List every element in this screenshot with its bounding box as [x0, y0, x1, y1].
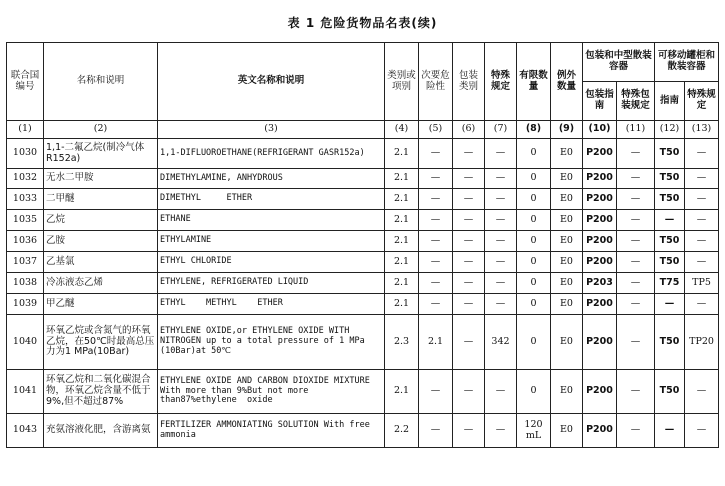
excepted-quantity-cell: E0: [551, 370, 583, 414]
name-cn-cell: 乙胺: [44, 231, 158, 252]
special-packing-cell: —: [617, 370, 655, 414]
packaging-instruction-cell: P200: [583, 169, 617, 189]
packaging-instruction-cell: P203: [583, 273, 617, 294]
un-number-cell: 1038: [7, 273, 44, 294]
packaging-instruction-cell: P200: [583, 370, 617, 414]
un-number-cell: 1032: [7, 169, 44, 189]
subsidiary-risk-cell: —: [419, 414, 453, 448]
excepted-quantity-cell: E0: [551, 169, 583, 189]
special-packing-cell: —: [617, 189, 655, 210]
special-packing-cell: —: [617, 252, 655, 273]
class-cell: 2.1: [385, 169, 419, 189]
header-packing-group: 包装类别: [453, 43, 485, 121]
special-packing-cell: —: [617, 273, 655, 294]
special-provisions-cell: —: [485, 273, 517, 294]
tank-instruction-cell: T50: [655, 231, 685, 252]
packaging-instruction-cell: P200: [583, 210, 617, 231]
name-en-cell: ETHYL CHLORIDE: [158, 252, 385, 273]
tank-instruction-cell: —: [655, 294, 685, 315]
name-en-cell: ETHYLAMINE: [158, 231, 385, 252]
tank-special-cell: TP5: [685, 273, 719, 294]
excepted-quantity-cell: E0: [551, 210, 583, 231]
special-provisions-cell: —: [485, 210, 517, 231]
name-en-cell: 1,1-DIFLUOROETHANE(REFRIGERANT GASR152a): [158, 139, 385, 169]
un-number-cell: 1033: [7, 189, 44, 210]
excepted-quantity-cell: E0: [551, 414, 583, 448]
special-provisions-cell: —: [485, 139, 517, 169]
un-number-cell: 1041: [7, 370, 44, 414]
header-packaging-instruction: 包装指南: [583, 82, 617, 121]
packaging-instruction-cell: P200: [583, 189, 617, 210]
col-number: (4): [385, 121, 419, 139]
name-cn-cell: 乙基氯: [44, 252, 158, 273]
header-limited-quantity: 有限数量: [517, 43, 551, 121]
class-cell: 2.3: [385, 315, 419, 370]
class-cell: 2.1: [385, 139, 419, 169]
header-class: 类别或项别: [385, 43, 419, 121]
table-row: [7, 294, 719, 315]
special-provisions-cell: —: [485, 169, 517, 189]
tank-instruction-cell: —: [655, 210, 685, 231]
name-en-cell: DIMETHYL ETHER: [158, 189, 385, 210]
tank-special-cell: —: [685, 231, 719, 252]
subsidiary-risk-cell: —: [419, 139, 453, 169]
class-cell: 2.1: [385, 189, 419, 210]
subsidiary-risk-cell: —: [419, 370, 453, 414]
name-cn-cell: 1,1-二氟乙烷(制冷气体R152a): [44, 139, 158, 169]
header-excepted-quantity: 例外数量: [551, 43, 583, 121]
name-en-cell: ETHYLENE OXIDE,or ETHYLENE OXIDE WITH NITROGEN up to a total pressure of 1 MPa (10Bar)at 50℃: [158, 315, 385, 370]
table-title: 表 1 危险货物品名表(续): [287, 16, 438, 30]
name-cn-cell: 无水二甲胺: [44, 169, 158, 189]
name-cn-cell: 充氨溶液化肥，含游离氨: [44, 414, 158, 448]
special-provisions-cell: —: [485, 252, 517, 273]
subsidiary-risk-cell: —: [419, 273, 453, 294]
excepted-quantity-cell: E0: [551, 189, 583, 210]
name-cn-cell: 环氧乙烷或含氮气的环氧乙烷，在50℃时最高总压力为1 MPa(10Bar): [44, 315, 158, 370]
header-name-en: 英文名称和说明: [158, 43, 385, 121]
name-en-cell: ETHYL METHYL ETHER: [158, 294, 385, 315]
special-provisions-cell: —: [485, 414, 517, 448]
limited-quantity-cell: 0: [517, 139, 551, 169]
header-name-cn: 名称和说明: [44, 43, 158, 121]
class-cell: 2.1: [385, 210, 419, 231]
limited-quantity-cell: 0: [517, 294, 551, 315]
tank-special-cell: —: [685, 210, 719, 231]
excepted-quantity-cell: E0: [551, 231, 583, 252]
col-number: (10): [583, 121, 617, 139]
packing-group-cell: —: [453, 169, 485, 189]
table-row: [7, 315, 719, 370]
un-number-cell: 1040: [7, 315, 44, 370]
packing-group-cell: —: [453, 252, 485, 273]
special-provisions-cell: —: [485, 294, 517, 315]
subsidiary-risk-cell: —: [419, 169, 453, 189]
special-packing-cell: —: [617, 315, 655, 370]
tank-instruction-cell: T50: [655, 252, 685, 273]
limited-quantity-cell: 0: [517, 189, 551, 210]
subsidiary-risk-cell: —: [419, 210, 453, 231]
packing-group-cell: —: [453, 210, 485, 231]
tank-instruction-cell: T50: [655, 139, 685, 169]
limited-quantity-cell: 0: [517, 252, 551, 273]
limited-quantity-cell: 0: [517, 315, 551, 370]
table-row: [7, 169, 719, 189]
header-tank-group: 可移动罐柜和散装容器: [655, 43, 719, 82]
class-cell: 2.1: [385, 294, 419, 315]
header-special-packing: 特殊包装规定: [617, 82, 655, 121]
name-en-cell: DIMETHYLAMINE, ANHYDROUS: [158, 169, 385, 189]
special-packing-cell: —: [617, 231, 655, 252]
col-number: (8): [517, 121, 551, 139]
special-provisions-cell: —: [485, 370, 517, 414]
packing-group-cell: —: [453, 231, 485, 252]
name-en-cell: ETHYLENE OXIDE AND CARBON DIOXIDE MIXTURE With more than 9%But not more than87%ethylene oxide: [158, 370, 385, 414]
header-packaging-group: 包装和中型散装容器: [583, 43, 655, 82]
table-row: [7, 370, 719, 414]
tank-special-cell: —: [685, 414, 719, 448]
un-number-cell: 1035: [7, 210, 44, 231]
un-number-cell: 1036: [7, 231, 44, 252]
name-en-cell: FERTILIZER AMMONIATING SOLUTION With free ammonia: [158, 414, 385, 448]
packing-group-cell: —: [453, 139, 485, 169]
class-cell: 2.1: [385, 370, 419, 414]
limited-quantity-cell: 0: [517, 231, 551, 252]
packing-group-cell: —: [453, 273, 485, 294]
class-cell: 2.1: [385, 273, 419, 294]
name-en-cell: ETHANE: [158, 210, 385, 231]
table-row: [7, 414, 719, 448]
header-special-provisions: 特殊规定: [485, 43, 517, 121]
limited-quantity-cell: 0: [517, 273, 551, 294]
name-en-cell: ETHYLENE, REFRIGERATED LIQUID: [158, 273, 385, 294]
tank-instruction-cell: T50: [655, 189, 685, 210]
tank-special-cell: —: [685, 139, 719, 169]
limited-quantity-cell: 0: [517, 210, 551, 231]
col-number: (9): [551, 121, 583, 139]
tank-special-cell: TP20: [685, 315, 719, 370]
dangerous-goods-table: [6, 42, 719, 448]
tank-instruction-cell: T50: [655, 370, 685, 414]
un-number-cell: 1043: [7, 414, 44, 448]
class-cell: 2.1: [385, 231, 419, 252]
subsidiary-risk-cell: —: [419, 252, 453, 273]
col-number: (13): [685, 121, 719, 139]
excepted-quantity-cell: E0: [551, 139, 583, 169]
header-tank-special: 特殊规定: [685, 82, 719, 121]
packing-group-cell: —: [453, 315, 485, 370]
special-packing-cell: —: [617, 169, 655, 189]
tank-instruction-cell: —: [655, 414, 685, 448]
packaging-instruction-cell: P200: [583, 252, 617, 273]
header-un-no: 联合国编号: [7, 43, 44, 121]
subsidiary-risk-cell: —: [419, 294, 453, 315]
excepted-quantity-cell: E0: [551, 252, 583, 273]
name-cn-cell: 乙烷: [44, 210, 158, 231]
un-number-cell: 1037: [7, 252, 44, 273]
tank-special-cell: —: [685, 252, 719, 273]
name-cn-cell: 冷冻液态乙烯: [44, 273, 158, 294]
special-packing-cell: —: [617, 414, 655, 448]
col-number: (3): [158, 121, 385, 139]
packaging-instruction-cell: P200: [583, 139, 617, 169]
col-number: (5): [419, 121, 453, 139]
table-row: [7, 139, 719, 169]
packaging-instruction-cell: P200: [583, 231, 617, 252]
excepted-quantity-cell: E0: [551, 273, 583, 294]
table-row: [7, 231, 719, 252]
name-cn-cell: 甲乙醚: [44, 294, 158, 315]
packaging-instruction-cell: P200: [583, 315, 617, 370]
packing-group-cell: —: [453, 370, 485, 414]
col-number: (2): [44, 121, 158, 139]
special-provisions-cell: —: [485, 231, 517, 252]
tank-instruction-cell: T75: [655, 273, 685, 294]
class-cell: 2.2: [385, 414, 419, 448]
subsidiary-risk-cell: 2.1: [419, 315, 453, 370]
special-packing-cell: —: [617, 210, 655, 231]
special-packing-cell: —: [617, 139, 655, 169]
tank-instruction-cell: T50: [655, 169, 685, 189]
packaging-instruction-cell: P200: [583, 414, 617, 448]
limited-quantity-cell: 0: [517, 370, 551, 414]
table-row: [7, 273, 719, 294]
special-provisions-cell: —: [485, 189, 517, 210]
tank-special-cell: —: [685, 294, 719, 315]
special-packing-cell: —: [617, 294, 655, 315]
limited-quantity-cell: 120 mL: [517, 414, 551, 448]
header-tank-instruction: 指南: [655, 82, 685, 121]
un-number-cell: 1030: [7, 139, 44, 169]
packing-group-cell: —: [453, 414, 485, 448]
col-number: (12): [655, 121, 685, 139]
name-cn-cell: 二甲醚: [44, 189, 158, 210]
table-row: [7, 252, 719, 273]
packing-group-cell: —: [453, 189, 485, 210]
col-number: (11): [617, 121, 655, 139]
table-row: [7, 189, 719, 210]
subsidiary-risk-cell: —: [419, 189, 453, 210]
tank-instruction-cell: T50: [655, 315, 685, 370]
special-provisions-cell: 342: [485, 315, 517, 370]
col-number: (1): [7, 121, 44, 139]
limited-quantity-cell: 0: [517, 169, 551, 189]
packaging-instruction-cell: P200: [583, 294, 617, 315]
header-subsidiary-risk: 次要危险性: [419, 43, 453, 121]
excepted-quantity-cell: E0: [551, 294, 583, 315]
tank-special-cell: —: [685, 169, 719, 189]
tank-special-cell: —: [685, 189, 719, 210]
col-number: (7): [485, 121, 517, 139]
class-cell: 2.1: [385, 252, 419, 273]
tank-special-cell: —: [685, 370, 719, 414]
col-number: (6): [453, 121, 485, 139]
table-row: [7, 210, 719, 231]
packing-group-cell: —: [453, 294, 485, 315]
subsidiary-risk-cell: —: [419, 231, 453, 252]
un-number-cell: 1039: [7, 294, 44, 315]
name-cn-cell: 环氧乙烷和二氧化碳混合物，环氧乙烷含量不低于9%,但不超过87%: [44, 370, 158, 414]
excepted-quantity-cell: E0: [551, 315, 583, 370]
